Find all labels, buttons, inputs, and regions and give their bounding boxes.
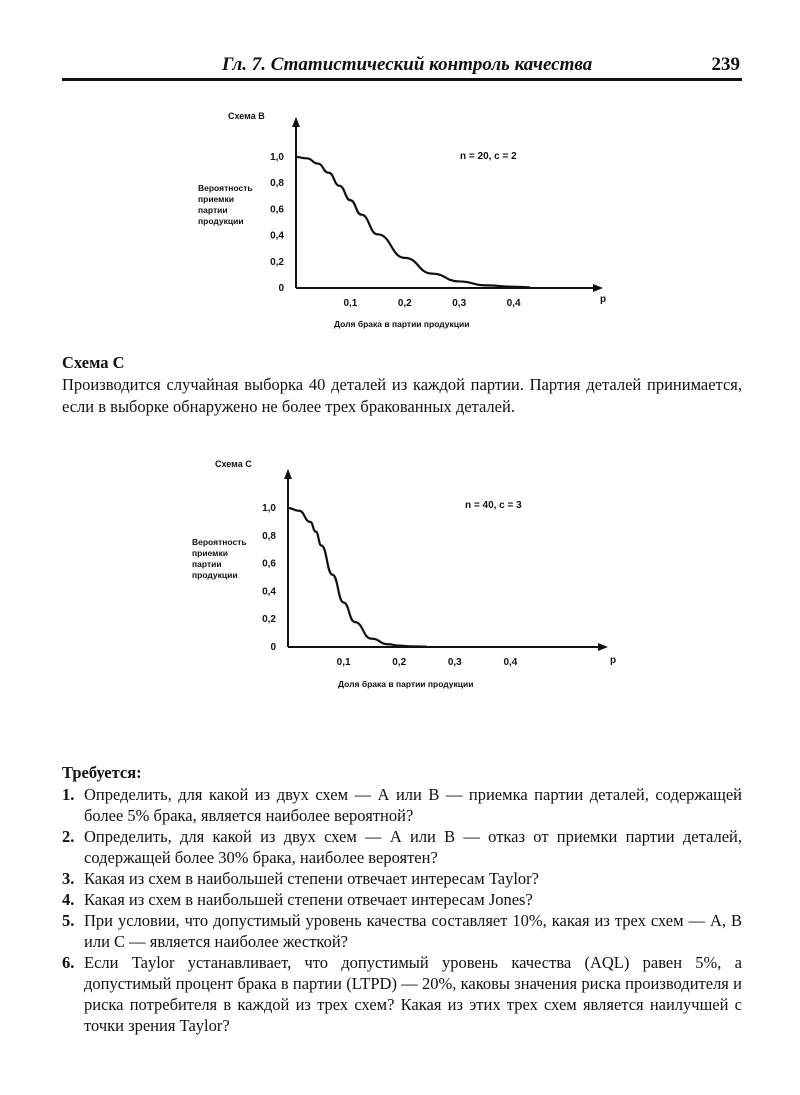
- task-item: [62, 826, 742, 868]
- task-text: Если Taylor устанавливает, что допустимый уровень качества (AQL) равен 5%, а допустимый процент брака в партии (LTPD) — 20%, каковы значения риска производителя и риска потребителя в каждой из трех схем? Какая из этих трех схем является наилучшей с точки зрения Taylor?: [84, 953, 742, 1035]
- oc-curve-line: [288, 508, 427, 647]
- y-axis-label-line: продукции: [192, 570, 238, 580]
- y-tick-label: 0,2: [270, 256, 284, 268]
- header-rule: [62, 78, 742, 81]
- y-tick-label: 0,2: [262, 614, 276, 626]
- y-axis-label-line: продукции: [198, 216, 244, 226]
- scheme-c-description: Производится случайная выборка 40 деталей из каждой партии. Партия деталей принимается, если в выборке обнаружено не более трех бракованных деталей.: [62, 375, 742, 416]
- y-axis-label-line: приемки: [198, 194, 234, 204]
- y-axis-label-line: партии: [192, 559, 222, 569]
- task-text: Определить, для какой из двух схем — А или В — отказ от приемки партии деталей, содержащей более 30% брака, наиболее вероятен?: [84, 827, 742, 867]
- task-number: 5.: [62, 911, 75, 930]
- chart-title: Схема В: [228, 111, 265, 121]
- y-tick-label: 0: [278, 283, 284, 294]
- x-tick-label: 0,1: [336, 657, 351, 668]
- page-number: 239: [711, 54, 740, 75]
- task-number: 4.: [62, 890, 75, 909]
- task-text: При условии, что допустимый уровень качества составляет 10%, какая из трех схем — А, В или С — является наиболее жесткой?: [84, 911, 742, 951]
- y-tick-label: 0,8: [262, 530, 276, 542]
- x-axis-arrow: [598, 643, 608, 651]
- y-axis-label-line: Вероятность: [192, 537, 247, 547]
- x-axis-symbol: p: [610, 655, 617, 666]
- tasks-heading: Требуется:: [62, 763, 142, 782]
- running-title: Гл. 7. Статистический контроль качества: [222, 54, 593, 75]
- y-axis-label-line: приемки: [192, 548, 228, 558]
- x-axis-label: Доля брака в партии продукции: [334, 319, 470, 329]
- task-item: [62, 910, 742, 952]
- y-tick-label: 0,4: [270, 230, 284, 242]
- task-item: [62, 889, 742, 910]
- chart-annotation: n = 20, c = 2: [460, 151, 517, 162]
- chart-annotation: n = 40, c = 3: [465, 500, 522, 511]
- task-text: Какая из схем в наибольшей степени отвечает интересам Jones?: [84, 890, 533, 909]
- y-tick-label: 0,4: [262, 586, 276, 598]
- chart-scheme-b: [190, 105, 620, 335]
- y-tick-label: 0: [270, 642, 276, 653]
- y-axis-label-line: партии: [198, 205, 228, 215]
- scheme-c-section: [62, 352, 742, 418]
- x-tick-label: 0,2: [392, 657, 407, 668]
- task-number: 1.: [62, 785, 75, 804]
- x-axis-symbol: p: [600, 294, 607, 305]
- y-axis-arrow: [284, 469, 292, 479]
- task-number: 6.: [62, 953, 75, 972]
- scheme-c-heading: Схема С: [62, 353, 125, 372]
- x-tick-label: 0,2: [397, 298, 412, 309]
- tasks-list: [62, 784, 742, 1036]
- x-tick-label: 0,3: [447, 657, 462, 668]
- task-item: [62, 784, 742, 826]
- x-tick-label: 0,1: [343, 298, 358, 309]
- task-item: [62, 952, 742, 1036]
- y-tick-label: 1,0: [270, 152, 284, 163]
- oc-curve-line: [296, 157, 530, 287]
- y-axis-arrow: [292, 117, 300, 127]
- y-axis-label-line: Вероятность: [198, 183, 253, 193]
- task-text: Какая из схем в наибольшей степени отвечает интересам Taylor?: [84, 869, 539, 888]
- x-axis-label: Доля брака в партии продукции: [338, 679, 474, 689]
- y-tick-label: 0,8: [270, 178, 284, 190]
- x-axis-arrow: [593, 284, 603, 292]
- task-text: Определить, для какой из двух схем — А или В — приемка партии деталей, содержащей более 5% брака, является наиболее вероятной?: [84, 785, 742, 825]
- y-tick-label: 0,6: [262, 558, 276, 570]
- y-tick-label: 0,6: [270, 204, 284, 216]
- x-tick-label: 0,4: [506, 298, 521, 309]
- page-header: [62, 52, 742, 80]
- chart-scheme-c: [190, 455, 620, 695]
- x-tick-label: 0,4: [503, 657, 518, 668]
- x-tick-label: 0,3: [452, 298, 467, 309]
- task-number: 3.: [62, 869, 75, 888]
- y-tick-label: 1,0: [262, 503, 276, 514]
- task-number: 2.: [62, 827, 75, 846]
- tasks-section: [62, 762, 742, 1036]
- task-item: [62, 868, 742, 889]
- chart-title: Схема С: [215, 459, 252, 469]
